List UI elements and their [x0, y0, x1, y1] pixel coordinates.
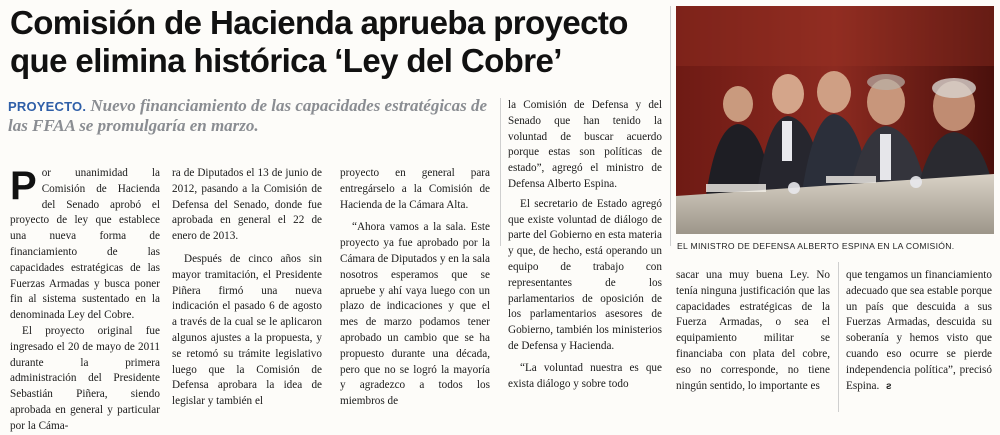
article-column-4: [508, 98, 662, 392]
article-column-3: [340, 166, 490, 410]
headline-line-2: que elimina histórica ‘Ley del Cobre’: [10, 42, 562, 79]
column-rule: [838, 262, 839, 412]
paragraph: ra de Diputados el 13 de junio de 2012, pasando a la Comisión de Defensa del Senado, donde fue aprobada en general el 22 de enero de 2013.: [172, 167, 322, 243]
article-column-2: [172, 166, 322, 410]
photo-illustration: [676, 6, 994, 234]
paragraph: “Ahora vamos a la sala. Este proyecto ya fue aprobado por la Cámara de Diputados y en la sala nosotros esperamos que se apruebe y ahí vaya luego con un plazo de indicaciones y que el mes de marzo podamos tener aprobado un cambio que se ha propuesto durante una década, pero que no se logró la mayoría y agradezco a todos los miembros de: [340, 221, 490, 408]
paragraph: proyecto en general para entregárselo a la Comisión de Hacienda de la Cámara Alta.: [340, 167, 490, 211]
headline-line-1: Comisión de Hacienda aprueba proyecto: [10, 4, 628, 41]
deck-text: Nuevo financiamiento de las capacidades estratégicas de las FFAA se promulgaría en marzo.: [8, 96, 488, 135]
column-rule: [500, 98, 501, 246]
article-column-1: [10, 166, 160, 435]
deck: [8, 96, 498, 135]
column-rule: [670, 6, 671, 246]
end-mark: ƨ: [886, 380, 892, 392]
paragraph: El proyecto original fue ingresado el 20 de mayo de 2011 durante la primera administración del Presidente Sebastián Piñera, siendo aprobada en general y particular por la Cáma-: [10, 324, 160, 432]
drop-cap: P: [10, 164, 37, 208]
paragraph: que tengamos un financiamiento adecuado que sea estable porque un país que descuida a sus Fuerzas Armadas, descuida su soberanía y hemos visto que cuando eso ocurre se pierde independencia política”, precisó Espina.: [846, 269, 992, 392]
paragraph: El secretario de Estado agregó que existe voluntad de diálogo de parte del Gobierno en esta materia y que, de hecho, está operando un equipo de trabajo con representantes de los parlamentarios de oposición de los parlamentarios asesores de Gobierno, también los ministerios de Defensa y Hacienda.: [508, 197, 662, 352]
article-column-5: [676, 268, 830, 394]
article-column-6: [846, 268, 992, 394]
paragraph: la Comisión de Defensa y del Senado que han tenido la voluntad de buscar acuerdo porque estas son políticas de estado”, agregó el ministro de Defensa Alberto Espina.: [508, 99, 662, 190]
paragraph: sacar una muy buena Ley. No tenía ninguna justificación que las capacidades estratégicas de la Fuerza Armadas, o sea el equipamiento militar se financiaba con plata del cobre, eso no corresponde, no tiene ningún sentido, lo importante es: [676, 269, 830, 392]
paragraph: “La voluntad nuestra es que exista diálogo y sobre todo: [508, 361, 662, 390]
news-photo: [676, 6, 994, 234]
paragraph: Después de cinco años sin mayor tramitación, el Presidente Piñera firmó una nueva indicación el pasado 6 de agosto a través de la cual se le aplicaron algunos ajustes a la propuesta, y se retomó su trámite legislativo luego que la Comisión de Defensa aprobara la idea de legislar y también el: [172, 252, 322, 408]
paragraph: or unanimidad la Comisión de Hacienda del Senado aprobó el proyecto de ley que establece una nueva forma de financiamiento de las capacidades estratégicas de las Fuerzas Armadas y busca poner fin al sistema sustentado en la denominada Ley del Cobre.: [10, 167, 160, 322]
headline: [10, 4, 665, 80]
deck-kicker: PROYECTO.: [8, 99, 87, 114]
photo-caption: EL MINISTRO DE DEFENSA ALBERTO ESPINA EN LA COMISIÓN.: [677, 241, 955, 251]
